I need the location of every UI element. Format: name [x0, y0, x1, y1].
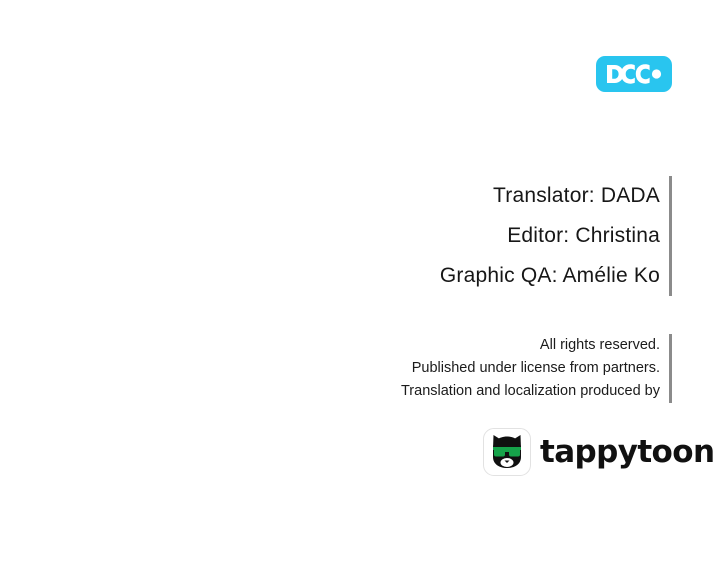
legal-line-localization: Translation and localization produced by: [400, 383, 660, 399]
tappytoon-wordmark: tappytoon: [540, 433, 715, 470]
tappytoon-cat-logo-icon: [483, 428, 531, 476]
legal-line-license: Published under license from partners.: [411, 360, 660, 376]
legal-line-rights: All rights reserved.: [539, 337, 660, 353]
credit-line-graphic-qa: Graphic QA: Amélie Ko: [439, 264, 660, 287]
credit-line-editor: Editor: Christina: [507, 224, 660, 247]
tappytoon-brand: [483, 428, 714, 476]
legal-block: [300, 334, 672, 403]
dcc-logo-icon: [606, 64, 662, 84]
credit-line-translator: Translator: DADA: [493, 184, 660, 207]
credits-block: [300, 176, 672, 296]
publisher-logo: [596, 56, 672, 92]
